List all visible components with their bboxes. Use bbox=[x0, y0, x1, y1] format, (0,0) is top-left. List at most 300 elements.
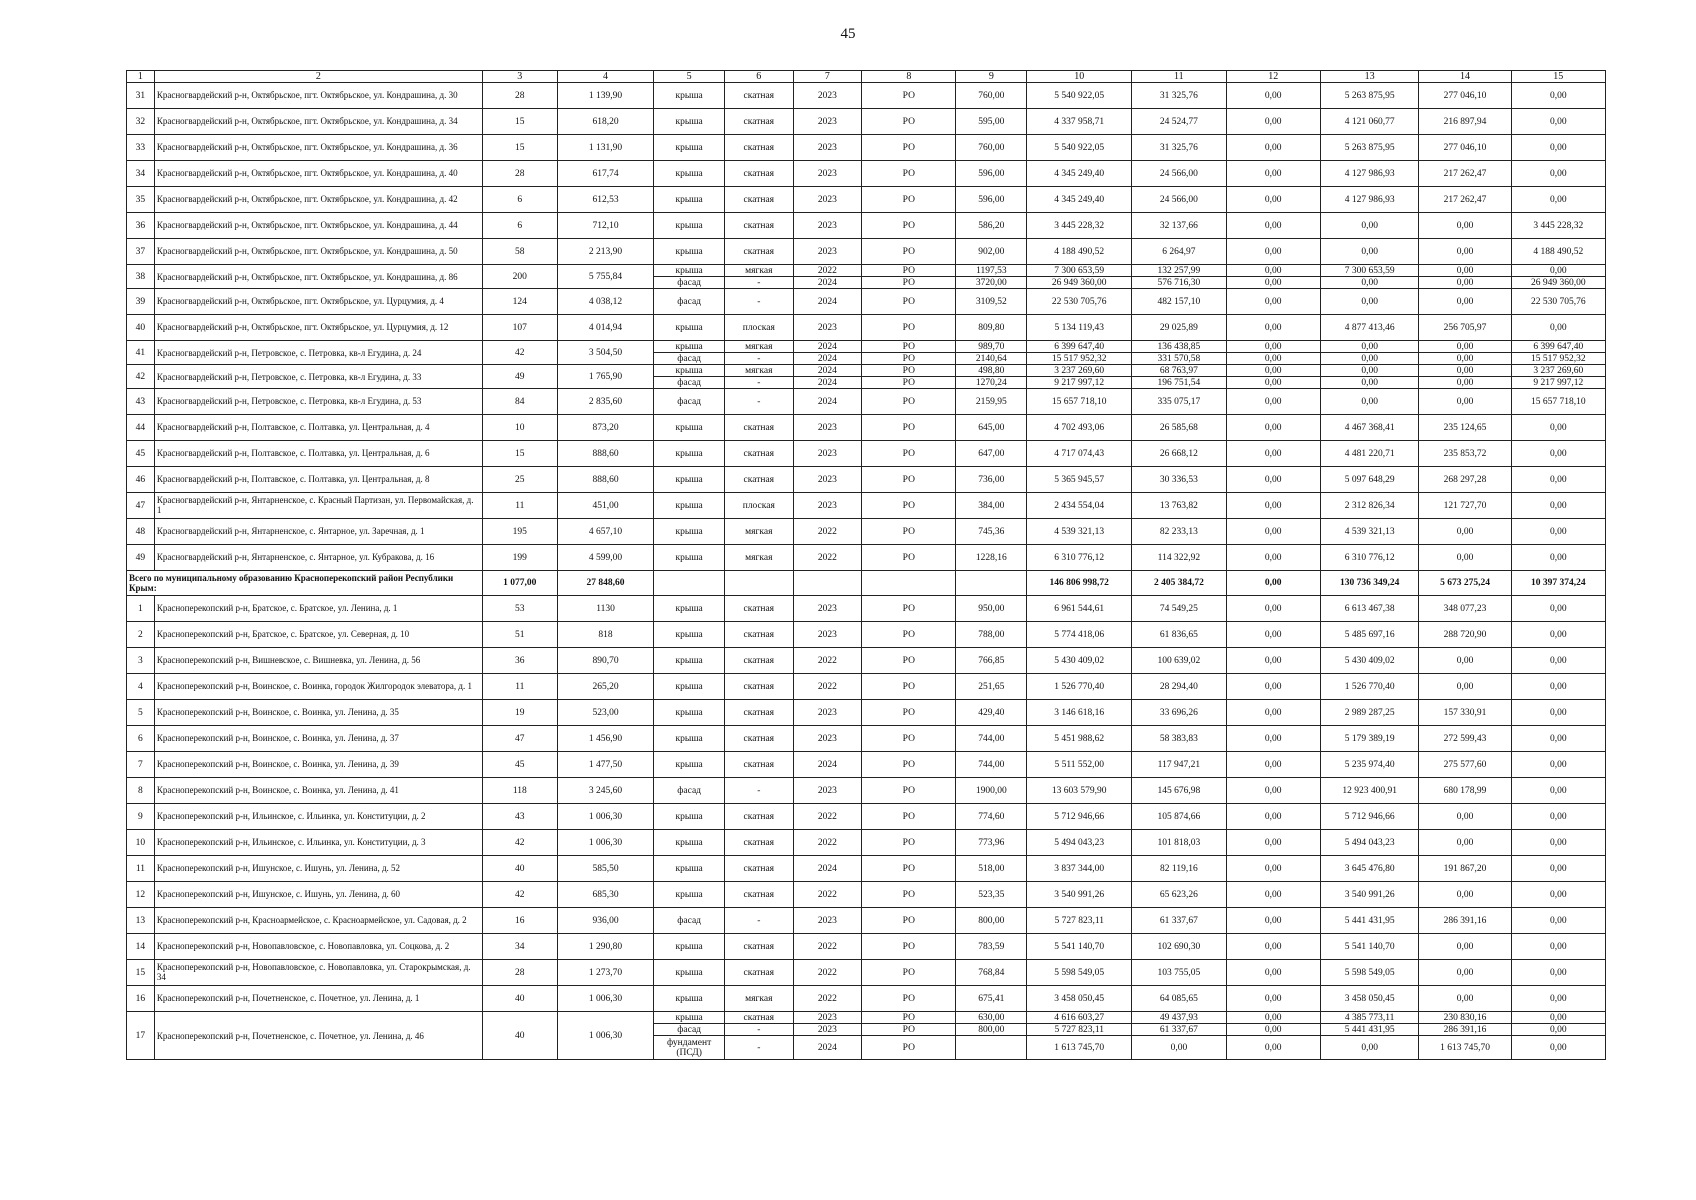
value-cell: 2 312 826,34 bbox=[1320, 493, 1419, 519]
value-cell: 800,00 bbox=[956, 908, 1027, 934]
address-cell: Красногвардейский р-н, Янтарненское, с. Красный Партизан, ул. Первомайская, д. 1 bbox=[154, 493, 482, 519]
value-cell: РО bbox=[862, 389, 956, 415]
apartments-cell: 36 bbox=[482, 648, 557, 674]
value-cell: 0,00 bbox=[1226, 377, 1320, 389]
table-row bbox=[127, 213, 1606, 239]
value-cell: крыша bbox=[654, 960, 725, 986]
row-number: 12 bbox=[127, 882, 155, 908]
value-cell: 0,00 bbox=[1226, 622, 1320, 648]
value-cell: 768,84 bbox=[956, 960, 1027, 986]
value-cell: 65 623,26 bbox=[1132, 882, 1226, 908]
value-cell: РО bbox=[862, 1036, 956, 1060]
row-number: 41 bbox=[127, 341, 155, 365]
column-number: 13 bbox=[1320, 71, 1419, 83]
value-cell: РО bbox=[862, 648, 956, 674]
value-cell: скатная bbox=[725, 239, 794, 265]
value-cell: скатная bbox=[725, 882, 794, 908]
value-cell: 2023 bbox=[793, 187, 862, 213]
value-cell: 2024 bbox=[793, 365, 862, 377]
row-number: 5 bbox=[127, 700, 155, 726]
value-cell: - bbox=[725, 778, 794, 804]
value-cell: 2 434 554,04 bbox=[1027, 493, 1132, 519]
value-cell: РО bbox=[862, 1024, 956, 1036]
value-cell: плоская bbox=[725, 315, 794, 341]
value-cell: крыша bbox=[654, 135, 725, 161]
value-cell: 0,00 bbox=[1226, 545, 1320, 571]
area-cell: 3 504,50 bbox=[557, 341, 653, 365]
apartments-cell: 200 bbox=[482, 265, 557, 289]
value-cell: 0,00 bbox=[1511, 519, 1605, 545]
value-cell: 0,00 bbox=[1511, 315, 1605, 341]
row-number: 46 bbox=[127, 467, 155, 493]
value-cell: фасад bbox=[654, 277, 725, 289]
apartments-cell: 16 bbox=[482, 908, 557, 934]
value-cell: - bbox=[725, 353, 794, 365]
value-cell: РО bbox=[862, 365, 956, 377]
value-cell: 0,00 bbox=[1226, 986, 1320, 1012]
value-cell: скатная bbox=[725, 830, 794, 856]
value-cell: - bbox=[725, 377, 794, 389]
total-apartments: 1 077,00 bbox=[482, 571, 557, 596]
value-cell: мягкая bbox=[725, 545, 794, 571]
address-cell: Красногвардейский р-н, Янтарненское, с. Янтарное, ул. Кубракова, д. 16 bbox=[154, 545, 482, 571]
value-cell: 26 949 360,00 bbox=[1511, 277, 1605, 289]
value-cell: 7 300 653,59 bbox=[1027, 265, 1132, 277]
value-cell: крыша bbox=[654, 239, 725, 265]
address-cell: Красногвардейский р-н, Октябрьское, пгт. Октябрьское, ул. Кондрашина, д. 30 bbox=[154, 83, 482, 109]
value-cell: 5 541 140,70 bbox=[1027, 934, 1132, 960]
value-cell: 0,00 bbox=[1226, 882, 1320, 908]
value-cell: 596,00 bbox=[956, 161, 1027, 187]
value-cell: мягкая bbox=[725, 341, 794, 353]
value-cell: 114 322,92 bbox=[1132, 545, 1226, 571]
value-cell: 2023 bbox=[793, 415, 862, 441]
value-cell: 0,00 bbox=[1226, 239, 1320, 265]
value-cell: 2023 bbox=[793, 1012, 862, 1024]
row-number: 36 bbox=[127, 213, 155, 239]
value-cell: 0,00 bbox=[1511, 700, 1605, 726]
value-cell: 2024 bbox=[793, 856, 862, 882]
area-cell: 4 657,10 bbox=[557, 519, 653, 545]
value-cell: 145 676,98 bbox=[1132, 778, 1226, 804]
value-cell: РО bbox=[862, 161, 956, 187]
value-cell: 3 540 991,26 bbox=[1027, 882, 1132, 908]
value-cell: 15 517 952,32 bbox=[1027, 353, 1132, 365]
area-cell: 873,20 bbox=[557, 415, 653, 441]
value-cell: крыша bbox=[654, 804, 725, 830]
value-cell: 22 530 705,76 bbox=[1027, 289, 1132, 315]
value-cell: РО bbox=[862, 109, 956, 135]
value-cell: 2023 bbox=[793, 908, 862, 934]
value-cell: РО bbox=[862, 726, 956, 752]
value-cell: 4 127 986,93 bbox=[1320, 161, 1419, 187]
value-cell: 5 598 549,05 bbox=[1027, 960, 1132, 986]
value-cell: 384,00 bbox=[956, 493, 1027, 519]
empty-cell bbox=[654, 571, 725, 596]
total-col-14: 5 673 275,24 bbox=[1419, 571, 1511, 596]
value-cell: 0,00 bbox=[1419, 882, 1511, 908]
value-cell: 26 949 360,00 bbox=[1027, 277, 1132, 289]
value-cell: скатная bbox=[725, 960, 794, 986]
value-cell: 3 458 050,45 bbox=[1320, 986, 1419, 1012]
value-cell: 286 391,16 bbox=[1419, 1024, 1511, 1036]
value-cell: 0,00 bbox=[1511, 622, 1605, 648]
apartments-cell: 58 bbox=[482, 239, 557, 265]
value-cell: 82 119,16 bbox=[1132, 856, 1226, 882]
value-cell: 0,00 bbox=[1226, 778, 1320, 804]
value-cell: 0,00 bbox=[1419, 830, 1511, 856]
value-cell: 0,00 bbox=[1226, 726, 1320, 752]
area-cell: 1 131,90 bbox=[557, 135, 653, 161]
row-number: 37 bbox=[127, 239, 155, 265]
row-number: 4 bbox=[127, 674, 155, 700]
value-cell: 235 124,65 bbox=[1419, 415, 1511, 441]
value-cell: 0,00 bbox=[1226, 365, 1320, 377]
value-cell: РО bbox=[862, 596, 956, 622]
value-cell: крыша bbox=[654, 187, 725, 213]
value-cell: 0,00 bbox=[1320, 289, 1419, 315]
value-cell: крыша bbox=[654, 213, 725, 239]
value-cell: 32 137,66 bbox=[1132, 213, 1226, 239]
area-cell: 1 765,90 bbox=[557, 365, 653, 389]
value-cell: РО bbox=[862, 908, 956, 934]
value-cell: 103 755,05 bbox=[1132, 960, 1226, 986]
address-cell: Красноперекопский р-н, Ильинское, с. Ильинка, ул. Конституции, д. 3 bbox=[154, 830, 482, 856]
value-cell: 5 540 922,05 bbox=[1027, 83, 1132, 109]
value-cell: РО bbox=[862, 830, 956, 856]
value-cell: 2159,95 bbox=[956, 389, 1027, 415]
value-cell: 4 467 368,41 bbox=[1320, 415, 1419, 441]
value-cell: РО bbox=[862, 341, 956, 353]
value-cell: 15 657 718,10 bbox=[1511, 389, 1605, 415]
value-cell: 5 598 549,05 bbox=[1320, 960, 1419, 986]
value-cell: крыша bbox=[654, 109, 725, 135]
value-cell: 3 237 269,60 bbox=[1511, 365, 1605, 377]
value-cell: 0,00 bbox=[1226, 493, 1320, 519]
value-cell: 216 897,94 bbox=[1419, 109, 1511, 135]
column-number-row bbox=[127, 71, 1606, 83]
value-cell: 4 188 490,52 bbox=[1027, 239, 1132, 265]
apartments-cell: 34 bbox=[482, 934, 557, 960]
row-number: 8 bbox=[127, 778, 155, 804]
value-cell: 0,00 bbox=[1419, 545, 1511, 571]
row-number: 40 bbox=[127, 315, 155, 341]
value-cell: крыша bbox=[654, 856, 725, 882]
value-cell: 100 639,02 bbox=[1132, 648, 1226, 674]
value-cell: 2023 bbox=[793, 622, 862, 648]
value-cell: 0,00 bbox=[1511, 908, 1605, 934]
value-cell: скатная bbox=[725, 700, 794, 726]
value-cell: РО bbox=[862, 289, 956, 315]
value-cell: 0,00 bbox=[1419, 353, 1511, 365]
value-cell: скатная bbox=[725, 83, 794, 109]
table-row bbox=[127, 622, 1606, 648]
apartments-cell: 11 bbox=[482, 493, 557, 519]
area-cell: 1 139,90 bbox=[557, 83, 653, 109]
value-cell: 0,00 bbox=[1226, 804, 1320, 830]
row-number: 49 bbox=[127, 545, 155, 571]
value-cell: 0,00 bbox=[1419, 239, 1511, 265]
address-cell: Красноперекопский р-н, Воинское, с. Воинка, городок Жилгородок элеватора, д. 1 bbox=[154, 674, 482, 700]
value-cell: РО bbox=[862, 752, 956, 778]
row-number: 3 bbox=[127, 648, 155, 674]
table-row bbox=[127, 596, 1606, 622]
area-cell: 3 245,60 bbox=[557, 778, 653, 804]
value-cell: 3 445 228,32 bbox=[1027, 213, 1132, 239]
area-cell: 612,53 bbox=[557, 187, 653, 213]
area-cell: 4 038,12 bbox=[557, 289, 653, 315]
value-cell: крыша bbox=[654, 648, 725, 674]
value-cell: 2022 bbox=[793, 648, 862, 674]
value-cell: РО bbox=[862, 353, 956, 365]
value-cell: 24 566,00 bbox=[1132, 161, 1226, 187]
value-cell: 6 310 776,12 bbox=[1027, 545, 1132, 571]
value-cell: скатная bbox=[725, 467, 794, 493]
column-number: 12 bbox=[1226, 71, 1320, 83]
value-cell: 744,00 bbox=[956, 726, 1027, 752]
repair-program-table bbox=[126, 70, 1606, 1060]
value-cell: 0,00 bbox=[1511, 467, 1605, 493]
value-cell: 82 233,13 bbox=[1132, 519, 1226, 545]
total-cost-per-unit: 2 405 384,72 bbox=[1132, 571, 1226, 596]
row-number: 33 bbox=[127, 135, 155, 161]
value-cell: 0,00 bbox=[1226, 934, 1320, 960]
value-cell: 4 717 074,43 bbox=[1027, 441, 1132, 467]
table-row bbox=[127, 908, 1606, 934]
value-cell: 0,00 bbox=[1226, 596, 1320, 622]
value-cell: 0,00 bbox=[1419, 277, 1511, 289]
value-cell: 117 947,21 bbox=[1132, 752, 1226, 778]
value-cell: крыша bbox=[654, 315, 725, 341]
value-cell: 0,00 bbox=[1419, 804, 1511, 830]
total-col-12: 0,00 bbox=[1226, 571, 1320, 596]
value-cell: 596,00 bbox=[956, 187, 1027, 213]
table-row bbox=[127, 752, 1606, 778]
value-cell: 2023 bbox=[793, 778, 862, 804]
value-cell: РО bbox=[862, 265, 956, 277]
area-cell: 585,50 bbox=[557, 856, 653, 882]
value-cell: 1 613 745,70 bbox=[1027, 1036, 1132, 1060]
table-body bbox=[127, 71, 1606, 1060]
value-cell: 5 263 875,95 bbox=[1320, 83, 1419, 109]
value-cell: 4 481 220,71 bbox=[1320, 441, 1419, 467]
value-cell: мягкая bbox=[725, 986, 794, 1012]
value-cell: РО bbox=[862, 83, 956, 109]
value-cell: крыша bbox=[654, 441, 725, 467]
value-cell: 0,00 bbox=[1419, 519, 1511, 545]
value-cell: 157 330,91 bbox=[1419, 700, 1511, 726]
value-cell: 0,00 bbox=[1226, 289, 1320, 315]
address-cell: Красноперекопский р-н, Братское, с. Братское, ул. Северная, д. 10 bbox=[154, 622, 482, 648]
value-cell: 2023 bbox=[793, 467, 862, 493]
table-row bbox=[127, 519, 1606, 545]
table-row bbox=[127, 109, 1606, 135]
value-cell: 5 430 409,02 bbox=[1320, 648, 1419, 674]
value-cell: 0,00 bbox=[1226, 648, 1320, 674]
value-cell: 5 134 119,43 bbox=[1027, 315, 1132, 341]
value-cell: 217 262,47 bbox=[1419, 161, 1511, 187]
value-cell: 0,00 bbox=[1511, 778, 1605, 804]
value-cell: 0,00 bbox=[1511, 135, 1605, 161]
value-cell: 3 540 991,26 bbox=[1320, 882, 1419, 908]
table-row bbox=[127, 804, 1606, 830]
empty-cell bbox=[725, 571, 794, 596]
table-row bbox=[127, 161, 1606, 187]
address-cell: Красноперекопский р-н, Красноармейское, с. Красноармейское, ул. Садовая, д. 2 bbox=[154, 908, 482, 934]
value-cell: 0,00 bbox=[1419, 674, 1511, 700]
table-row bbox=[127, 960, 1606, 986]
column-number: 15 bbox=[1511, 71, 1605, 83]
value-cell: РО bbox=[862, 622, 956, 648]
value-cell: 4 539 321,13 bbox=[1027, 519, 1132, 545]
value-cell: 0,00 bbox=[1226, 960, 1320, 986]
row-number: 39 bbox=[127, 289, 155, 315]
column-number: 6 bbox=[725, 71, 794, 83]
value-cell: РО bbox=[862, 986, 956, 1012]
value-cell: 0,00 bbox=[1419, 289, 1511, 315]
value-cell: 28 294,40 bbox=[1132, 674, 1226, 700]
value-cell: фасад bbox=[654, 353, 725, 365]
value-cell: 58 383,83 bbox=[1132, 726, 1226, 752]
value-cell: РО bbox=[862, 700, 956, 726]
value-cell: РО bbox=[862, 882, 956, 908]
address-cell: Красноперекопский р-н, Воинское, с. Воинка, ул. Ленина, д. 41 bbox=[154, 778, 482, 804]
area-cell: 618,20 bbox=[557, 109, 653, 135]
value-cell: 0,00 bbox=[1226, 353, 1320, 365]
value-cell: 0,00 bbox=[1419, 265, 1511, 277]
value-cell: 0,00 bbox=[1511, 960, 1605, 986]
value-cell: 132 257,99 bbox=[1132, 265, 1226, 277]
value-cell: РО bbox=[862, 187, 956, 213]
table-row bbox=[127, 934, 1606, 960]
value-cell: мягкая bbox=[725, 519, 794, 545]
value-cell: 2023 bbox=[793, 315, 862, 341]
value-cell: 675,41 bbox=[956, 986, 1027, 1012]
value-cell: 5 263 875,95 bbox=[1320, 135, 1419, 161]
value-cell: скатная bbox=[725, 415, 794, 441]
value-cell: 0,00 bbox=[1226, 265, 1320, 277]
value-cell: 6 613 467,38 bbox=[1320, 596, 1419, 622]
address-cell: Красноперекопский р-н, Новопавловское, с. Новопавловка, ул. Соцкова, д. 2 bbox=[154, 934, 482, 960]
value-cell: 0,00 bbox=[1226, 519, 1320, 545]
value-cell: 2022 bbox=[793, 519, 862, 545]
value-cell: 0,00 bbox=[1511, 187, 1605, 213]
value-cell: 0,00 bbox=[1511, 934, 1605, 960]
value-cell: 4 616 603,27 bbox=[1027, 1012, 1132, 1024]
address-cell: Красногвардейский р-н, Октябрьское, пгт. Октябрьское, ул. Кондрашина, д. 36 bbox=[154, 135, 482, 161]
value-cell: 15 517 952,32 bbox=[1511, 353, 1605, 365]
row-number: 45 bbox=[127, 441, 155, 467]
area-cell: 1 273,70 bbox=[557, 960, 653, 986]
value-cell: 0,00 bbox=[1226, 1024, 1320, 1036]
value-cell: 2022 bbox=[793, 830, 862, 856]
value-cell: 5 441 431,95 bbox=[1320, 1024, 1419, 1036]
address-cell: Красноперекопский р-н, Воинское, с. Воинка, ул. Ленина, д. 35 bbox=[154, 700, 482, 726]
value-cell: 6 399 647,40 bbox=[1027, 341, 1132, 353]
value-cell: 0,00 bbox=[1320, 277, 1419, 289]
value-cell: 268 297,28 bbox=[1419, 467, 1511, 493]
value-cell: РО bbox=[862, 467, 956, 493]
value-cell: 736,00 bbox=[956, 467, 1027, 493]
value-cell: 196 751,54 bbox=[1132, 377, 1226, 389]
apartments-cell: 42 bbox=[482, 882, 557, 908]
value-cell: РО bbox=[862, 804, 956, 830]
value-cell: 5 541 140,70 bbox=[1320, 934, 1419, 960]
table-row bbox=[127, 365, 1606, 377]
value-cell: 0,00 bbox=[1419, 377, 1511, 389]
value-cell: 745,36 bbox=[956, 519, 1027, 545]
empty-cell bbox=[793, 571, 862, 596]
area-cell: 685,30 bbox=[557, 882, 653, 908]
value-cell: 2023 bbox=[793, 493, 862, 519]
value-cell: фасад bbox=[654, 377, 725, 389]
value-cell: 15 657 718,10 bbox=[1027, 389, 1132, 415]
value-cell: 3 237 269,60 bbox=[1027, 365, 1132, 377]
value-cell: скатная bbox=[725, 726, 794, 752]
value-cell: 0,00 bbox=[1320, 341, 1419, 353]
value-cell: 989,70 bbox=[956, 341, 1027, 353]
value-cell: 5 774 418,06 bbox=[1027, 622, 1132, 648]
value-cell: скатная bbox=[725, 804, 794, 830]
row-number: 35 bbox=[127, 187, 155, 213]
value-cell: 24 524,77 bbox=[1132, 109, 1226, 135]
value-cell: 5 451 988,62 bbox=[1027, 726, 1132, 752]
area-cell: 818 bbox=[557, 622, 653, 648]
value-cell: 5 727 823,11 bbox=[1027, 1024, 1132, 1036]
value-cell: крыша bbox=[654, 882, 725, 908]
column-number: 4 bbox=[557, 71, 653, 83]
value-cell: 217 262,47 bbox=[1419, 187, 1511, 213]
value-cell: 2024 bbox=[793, 377, 862, 389]
value-cell: 0,00 bbox=[1226, 752, 1320, 778]
address-cell: Красногвардейский р-н, Октябрьское, пгт. Октябрьское, ул. Цурцумия, д. 4 bbox=[154, 289, 482, 315]
table-row bbox=[127, 674, 1606, 700]
area-cell: 523,00 bbox=[557, 700, 653, 726]
value-cell: 3 837 344,00 bbox=[1027, 856, 1132, 882]
apartments-cell: 19 bbox=[482, 700, 557, 726]
value-cell: 773,96 bbox=[956, 830, 1027, 856]
value-cell: РО bbox=[862, 856, 956, 882]
value-cell: 0,00 bbox=[1511, 856, 1605, 882]
value-cell: 0,00 bbox=[1226, 161, 1320, 187]
value-cell: 0,00 bbox=[1419, 213, 1511, 239]
value-cell: 0,00 bbox=[1511, 83, 1605, 109]
apartments-cell: 42 bbox=[482, 830, 557, 856]
value-cell: 0,00 bbox=[1226, 1012, 1320, 1024]
row-number: 47 bbox=[127, 493, 155, 519]
table-row bbox=[127, 239, 1606, 265]
value-cell: плоская bbox=[725, 493, 794, 519]
value-cell: 0,00 bbox=[1320, 365, 1419, 377]
value-cell: 5 494 043,23 bbox=[1027, 830, 1132, 856]
value-cell: 5 179 389,19 bbox=[1320, 726, 1419, 752]
value-cell: РО bbox=[862, 277, 956, 289]
value-cell: мягкая bbox=[725, 365, 794, 377]
address-cell: Красноперекопский р-н, Воинское, с. Воинка, ул. Ленина, д. 37 bbox=[154, 726, 482, 752]
value-cell: 0,00 bbox=[1511, 1024, 1605, 1036]
value-cell: скатная bbox=[725, 856, 794, 882]
table-row bbox=[127, 856, 1606, 882]
address-cell: Красногвардейский р-н, Полтавское, с. Полтавка, ул. Центральная, д. 4 bbox=[154, 415, 482, 441]
value-cell: 3 146 618,16 bbox=[1027, 700, 1132, 726]
value-cell: 1228,16 bbox=[956, 545, 1027, 571]
value-cell: 2022 bbox=[793, 265, 862, 277]
value-cell: крыша bbox=[654, 752, 725, 778]
row-number: 14 bbox=[127, 934, 155, 960]
value-cell: 2024 bbox=[793, 752, 862, 778]
value-cell: скатная bbox=[725, 441, 794, 467]
row-number: 7 bbox=[127, 752, 155, 778]
